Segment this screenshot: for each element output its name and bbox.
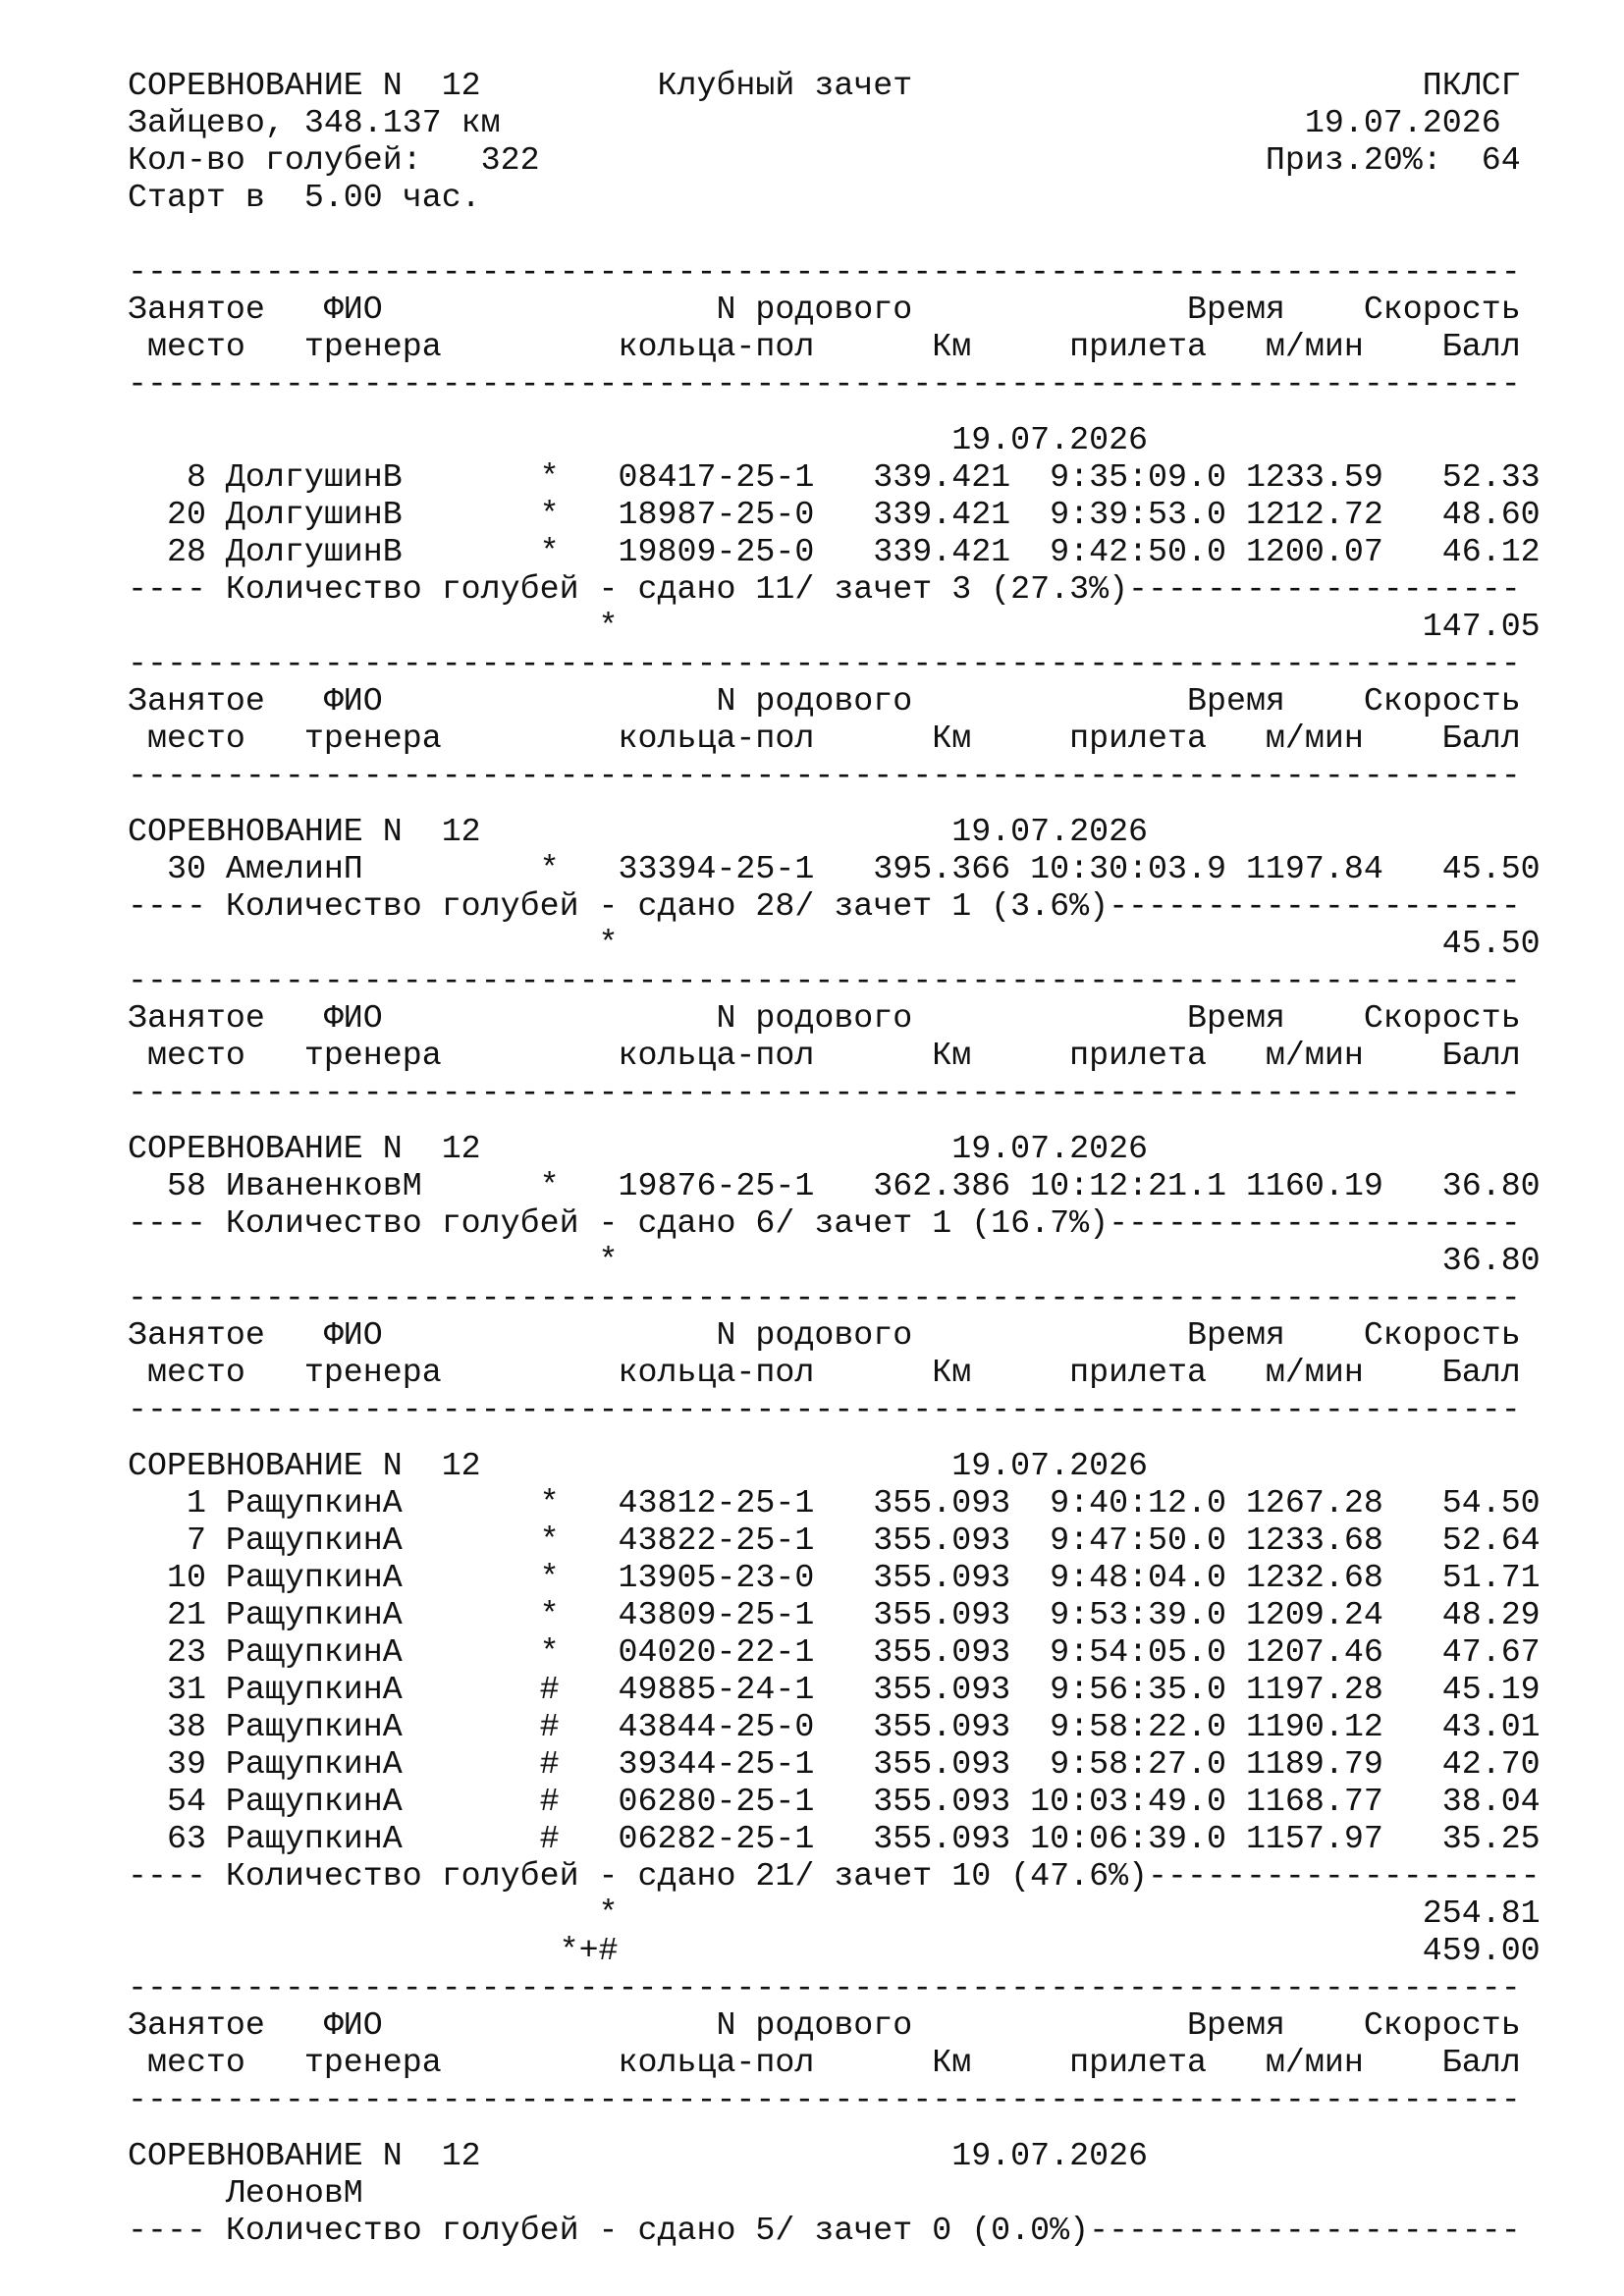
- rule-line: -----------------------------------------------------------------------: [128, 1074, 1521, 1111]
- rule-line: -----------------------------------------------------------------------: [128, 253, 1521, 291]
- section-date-line: 19.07.2026: [128, 421, 1149, 458]
- rule-line: -----------------------------------------------------------------------: [128, 757, 1521, 794]
- rule-line: -----------------------------------------------------------------------: [128, 1969, 1521, 2006]
- result-row: 21 РащупкинА * 43809-25-1 355.093 9:53:39.0 1209.24 48.29: [128, 1596, 1541, 1633]
- result-row: 31 РащупкинА # 49885-24-1 355.093 9:56:35.0 1197.28 45.19: [128, 1671, 1541, 1708]
- column-header-line-1: Занятое ФИО N родового Время Скорость: [128, 999, 1521, 1037]
- section-competition-line: СОРЕВНОВАНИЕ N 12 19.07.2026: [128, 1447, 1149, 1484]
- column-header-line-2: место тренера кольца-пол Км прилета м/мин Балл: [128, 720, 1521, 757]
- result-row: 10 РащупкинА * 13905-23-0 355.093 9:48:04.0 1232.68 51.71: [128, 1559, 1541, 1596]
- rule-line: -----------------------------------------------------------------------: [128, 1279, 1521, 1316]
- report-header-line-2: Зайцево, 348.137 км 19.07.2026: [128, 104, 1501, 141]
- section-total-line: * 36.80: [128, 1242, 1541, 1279]
- column-header-line-1: Занятое ФИО N родового Время Скорость: [128, 1316, 1521, 1354]
- column-header-line-2: место тренера кольца-пол Км прилета м/мин Балл: [128, 328, 1521, 365]
- section-summary-line: ---- Количество голубей - сдано 6/ зачет 1 (16.7%)---------------------: [128, 1204, 1521, 1242]
- result-row: 38 РащупкинА # 43844-25-0 355.093 9:58:22.0 1190.12 43.01: [128, 1708, 1541, 1745]
- report-header-line-3: Кол-во голубей: 322 Приз.20%: 64: [128, 141, 1521, 179]
- column-header-line-2: место тренера кольца-пол Км прилета м/мин Балл: [128, 1354, 1521, 1391]
- result-row: 30 АмелинП * 33394-25-1 395.366 10:30:03.9 1197.84 45.50: [128, 850, 1541, 887]
- section-summary-line: ---- Количество голубей - сдано 21/ зачет 10 (47.6%)--------------------: [128, 1857, 1541, 1895]
- rule-line: -----------------------------------------------------------------------: [128, 365, 1521, 402]
- report-header-line-1: СОРЕВНОВАНИЕ N 12 Клубный зачет ПКЛСГ: [128, 67, 1521, 104]
- section-total-line: *+# 459.00: [128, 1932, 1541, 1969]
- section-total-line: * 147.05: [128, 608, 1541, 645]
- rule-line: -----------------------------------------------------------------------: [128, 962, 1521, 999]
- result-row: 63 РащупкинА # 06282-25-1 355.093 10:06:39.0 1157.97 35.25: [128, 1820, 1541, 1857]
- result-row: 8 ДолгушинВ * 08417-25-1 339.421 9:35:09.0 1233.59 52.33: [128, 458, 1541, 496]
- column-header-line-2: место тренера кольца-пол Км прилета м/мин Балл: [128, 1037, 1521, 1074]
- section-competition-line: СОРЕВНОВАНИЕ N 12 19.07.2026: [128, 813, 1149, 850]
- section-total-line: * 254.81: [128, 1895, 1541, 1932]
- section-total-line: * 45.50: [128, 925, 1541, 962]
- rule-line: -----------------------------------------------------------------------: [128, 645, 1521, 682]
- column-header-line-2: место тренера кольца-пол Км прилета м/мин Балл: [128, 2044, 1521, 2081]
- trainer-name-line: ЛеоновМ: [128, 2174, 363, 2212]
- result-row: 1 РащупкинА * 43812-25-1 355.093 9:40:12.0 1267.28 54.50: [128, 1484, 1541, 1522]
- section-summary-line: ---- Количество голубей - сдано 11/ зачет 3 (27.3%)--------------------: [128, 570, 1521, 608]
- report-header-start: Старт в 5.00 час.: [128, 179, 481, 216]
- result-row: 28 ДолгушинВ * 19809-25-0 339.421 9:42:50.0 1200.07 46.12: [128, 533, 1541, 570]
- section-competition-line: СОРЕВНОВАНИЕ N 12 19.07.2026: [128, 1130, 1149, 1167]
- result-row: 58 ИваненковМ * 19876-25-1 362.386 10:12:21.1 1160.19 36.80: [128, 1167, 1541, 1204]
- result-row: 20 ДолгушинВ * 18987-25-0 339.421 9:39:53.0 1212.72 48.60: [128, 496, 1541, 533]
- column-header-line-1: Занятое ФИО N родового Время Скорость: [128, 291, 1521, 328]
- result-row: 39 РащупкинА # 39344-25-1 355.093 9:58:27.0 1189.79 42.70: [128, 1745, 1541, 1783]
- result-row: 23 РащупкинА * 04020-22-1 355.093 9:54:05.0 1207.46 47.67: [128, 1633, 1541, 1671]
- result-row: 7 РащупкинА * 43822-25-1 355.093 9:47:50.0 1233.68 52.64: [128, 1522, 1541, 1559]
- column-header-line-1: Занятое ФИО N родового Время Скорость: [128, 682, 1521, 720]
- section-summary-line: ---- Количество голубей - сдано 28/ зачет 1 (3.6%)---------------------: [128, 887, 1521, 925]
- section-competition-line: СОРЕВНОВАНИЕ N 12 19.07.2026: [128, 2137, 1149, 2174]
- rule-line: -----------------------------------------------------------------------: [128, 2081, 1521, 2118]
- result-row: 54 РащупкинА # 06280-25-1 355.093 10:03:49.0 1168.77 38.04: [128, 1783, 1541, 1820]
- section-summary-line: ---- Количество голубей - сдано 5/ зачет 0 (0.0%)----------------------: [128, 2212, 1521, 2249]
- column-header-line-1: Занятое ФИО N родового Время Скорость: [128, 2006, 1521, 2044]
- rule-line: -----------------------------------------------------------------------: [128, 1391, 1521, 1428]
